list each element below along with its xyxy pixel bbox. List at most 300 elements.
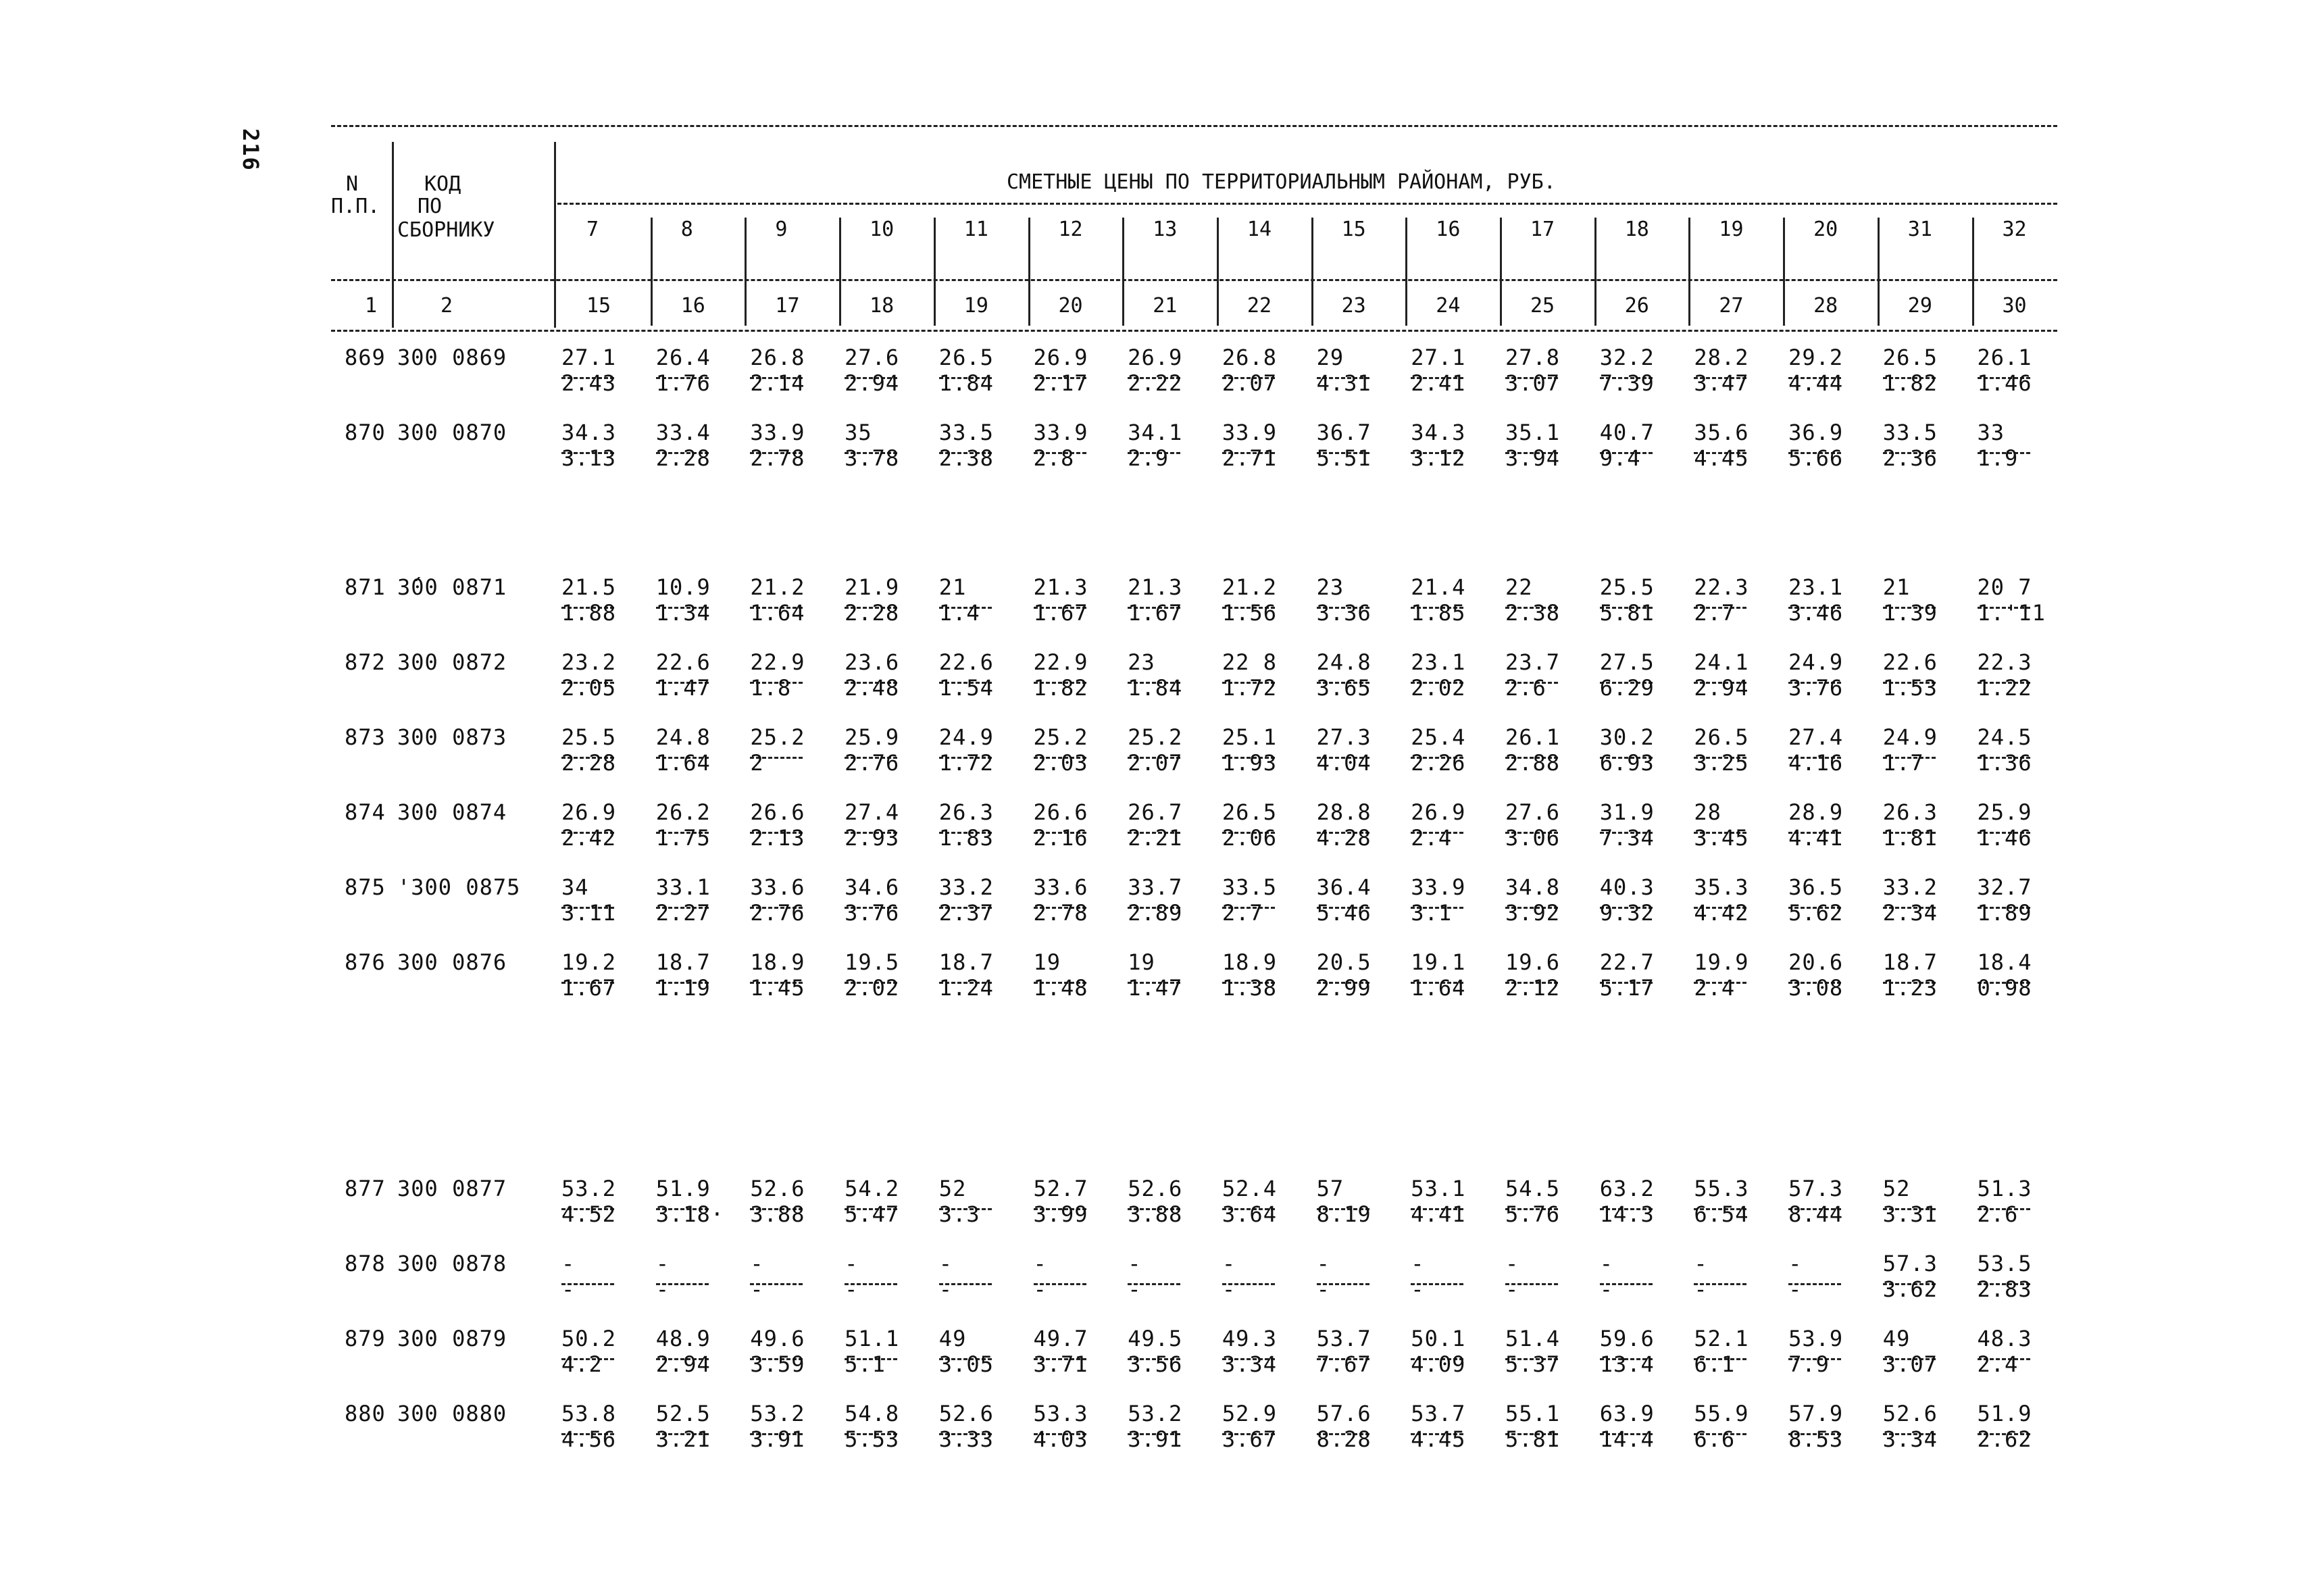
- price-cell: 21.5: [561, 574, 617, 600]
- header-index: 1: [365, 294, 378, 318]
- price-cell: 21: [938, 574, 967, 600]
- price-cell: 26.4: [655, 345, 711, 370]
- price-cell: 26.8: [1222, 345, 1277, 370]
- price-cell: 1.54: [938, 674, 994, 701]
- price-cell: 54.8: [845, 1401, 900, 1426]
- row-code: 300 0878: [397, 1251, 507, 1276]
- district-number: 17: [1530, 218, 1555, 241]
- price-cell: 18.7: [655, 949, 711, 975]
- price-cell: -: [1505, 1276, 1519, 1302]
- price-cell: 22.9: [750, 649, 805, 675]
- header-title-rule: [557, 203, 2057, 205]
- price-cell: 0.98: [1977, 974, 2032, 1001]
- price-cell: 8.19: [1316, 1201, 1372, 1227]
- district-number: 20: [1813, 218, 1838, 241]
- price-cell: 1.67: [561, 974, 617, 1001]
- price-cell: 1.76: [655, 370, 711, 396]
- column-index: 16: [680, 294, 705, 318]
- price-cell: 5.66: [1788, 445, 1844, 471]
- price-cell: 5.37: [1505, 1351, 1561, 1377]
- price-cell: 6.54: [1694, 1201, 1749, 1227]
- price-cell: 33.6: [1033, 874, 1088, 900]
- price-cell: 2.26: [1411, 749, 1466, 776]
- price-cell: 3.25: [1694, 749, 1749, 776]
- district-number: 13: [1153, 218, 1178, 241]
- row-number: 870: [345, 420, 386, 445]
- district-number: 14: [1247, 218, 1272, 241]
- price-cell: 2.13: [750, 824, 805, 851]
- column-divider: [934, 218, 936, 326]
- price-cell: 22.9: [1033, 649, 1088, 675]
- price-cell: 34.3: [561, 420, 617, 445]
- column-index: 26: [1624, 294, 1649, 318]
- price-cell: 52.4: [1222, 1176, 1277, 1201]
- price-cell: 1.93: [1222, 749, 1277, 776]
- row-code: 300 0876: [397, 949, 507, 975]
- price-cell: 57.3: [1882, 1251, 1938, 1276]
- price-cell: 27.8: [1505, 345, 1561, 370]
- price-cell: 22.6: [938, 649, 994, 675]
- price-cell: 2.05: [561, 674, 617, 701]
- price-cell: 26.1: [1505, 724, 1561, 750]
- price-cell: 1.64: [655, 749, 711, 776]
- price-cell: 27.3: [1316, 724, 1372, 750]
- price-cell: 2.16: [1033, 824, 1088, 851]
- price-cell: 19.9: [1694, 949, 1749, 975]
- price-cell: 4.16: [1788, 749, 1844, 776]
- price-cell: -: [1694, 1276, 1708, 1302]
- price-cell: 4.41: [1411, 1201, 1466, 1227]
- price-cell: 2.28: [561, 749, 617, 776]
- price-cell: 22.6: [1882, 649, 1938, 675]
- price-cell: 27.1: [561, 345, 617, 370]
- price-cell: 18.4: [1977, 949, 2032, 975]
- price-cell: 53.3: [1033, 1401, 1088, 1426]
- price-cell: 19.6: [1505, 949, 1561, 975]
- column-divider: [839, 218, 841, 326]
- price-cell: 36.9: [1788, 420, 1844, 445]
- price-cell: 1.'11: [1977, 599, 2046, 626]
- price-cell: -: [750, 1251, 764, 1276]
- price-cell: 22.3: [1694, 574, 1749, 600]
- price-cell: 30.2: [1599, 724, 1655, 750]
- district-number: 19: [1719, 218, 1744, 241]
- price-cell: 18.9: [750, 949, 805, 975]
- price-cell: 1.46: [1977, 824, 2032, 851]
- price-cell: 3.08: [1788, 974, 1844, 1001]
- row-code: 300 0869: [397, 345, 507, 370]
- price-cell: 2.38: [1505, 599, 1561, 626]
- price-cell: 13.4: [1599, 1351, 1655, 1377]
- price-cell: 5.53: [845, 1426, 900, 1452]
- price-cell: 52: [1882, 1176, 1911, 1201]
- price-cell: 40.3: [1599, 874, 1655, 900]
- price-cell: 20.5: [1316, 949, 1372, 975]
- price-cell: 27.4: [1788, 724, 1844, 750]
- price-cell: 18.9: [1222, 949, 1277, 975]
- price-cell: 8.53: [1788, 1426, 1844, 1452]
- price-cell: 4.2: [561, 1351, 603, 1377]
- price-cell: 21.4: [1411, 574, 1466, 600]
- column-index: 24: [1436, 294, 1461, 318]
- price-cell: 4.31: [1316, 370, 1372, 396]
- price-cell: 3.07: [1505, 370, 1561, 396]
- price-cell: -: [1316, 1251, 1330, 1276]
- price-cell: 52.1: [1694, 1326, 1749, 1351]
- price-cell: 5.46: [1316, 899, 1372, 926]
- price-cell: 26.7: [1128, 799, 1183, 825]
- price-cell: 4.42: [1694, 899, 1749, 926]
- price-cell: 3.06: [1505, 824, 1561, 851]
- price-cell: 21.9: [845, 574, 900, 600]
- price-cell: 1.46: [1977, 370, 2032, 396]
- row-code: 300 0870: [397, 420, 507, 445]
- price-cell: 26.5: [938, 345, 994, 370]
- district-number: 32: [2002, 218, 2027, 241]
- price-cell: 19.1: [1411, 949, 1466, 975]
- header-title: СМЕТНЫЕ ЦЕНЫ ПО ТЕРРИТОРИАЛЬНЫМ РАЙОНАМ, РУБ.: [1007, 170, 1556, 194]
- price-cell: 57.9: [1788, 1401, 1844, 1426]
- district-number: 12: [1058, 218, 1083, 241]
- row-code: 300 0877: [397, 1176, 507, 1201]
- price-cell: 1.89: [1977, 899, 2032, 926]
- row-number: 873: [345, 724, 386, 750]
- price-cell: -: [1788, 1251, 1803, 1276]
- price-cell: 1.83: [938, 824, 994, 851]
- price-cell: 2.28: [845, 599, 900, 626]
- price-cell: 33.4: [655, 420, 711, 445]
- price-cell: 23.1: [1788, 574, 1844, 600]
- price-cell: 3.45: [1694, 824, 1749, 851]
- price-cell: 33.2: [938, 874, 994, 900]
- district-number: 10: [870, 218, 895, 241]
- price-cell: 2.4: [1694, 974, 1736, 1001]
- price-cell: 53.2: [750, 1401, 805, 1426]
- price-cell: 3.12: [1411, 445, 1466, 471]
- price-cell: 1.8: [750, 674, 792, 701]
- price-cell: 20 7: [1977, 574, 2032, 600]
- price-cell: 36.7: [1316, 420, 1372, 445]
- price-cell: 3.31: [1882, 1201, 1938, 1227]
- price-cell: 19: [1033, 949, 1061, 975]
- header-code: СБОРНИКУ: [397, 218, 495, 242]
- price-cell: 2.89: [1128, 899, 1183, 926]
- row-number: 875: [345, 874, 386, 900]
- price-cell: -: [750, 1276, 764, 1302]
- price-cell: 1.81: [1882, 824, 1938, 851]
- price-cell: 2.34: [1882, 899, 1938, 926]
- price-cell: 3.88: [1128, 1201, 1183, 1227]
- column-divider: [1783, 218, 1785, 326]
- price-cell: 50.2: [561, 1326, 617, 1351]
- price-cell: 3.64: [1222, 1201, 1277, 1227]
- price-cell: 22.6: [655, 649, 711, 675]
- row-code: 3́00 0871: [397, 574, 507, 600]
- price-cell: 52.6: [1882, 1401, 1938, 1426]
- price-cell: 6.6: [1694, 1426, 1736, 1452]
- price-cell: 48.9: [655, 1326, 711, 1351]
- price-cell: 33.9: [1033, 420, 1088, 445]
- row-code: 300 0872: [397, 649, 507, 675]
- price-cell: 55.1: [1505, 1401, 1561, 1426]
- price-cell: 2.07: [1128, 749, 1183, 776]
- price-cell: 8.44: [1788, 1201, 1844, 1227]
- price-cell: 1.4: [938, 599, 980, 626]
- row-number: 872: [345, 649, 386, 675]
- price-cell: 26.9: [1033, 345, 1088, 370]
- price-cell: 57: [1316, 1176, 1344, 1201]
- column-index: 29: [1907, 294, 1932, 318]
- price-cell: 24.5: [1977, 724, 2032, 750]
- price-cell: 2.22: [1128, 370, 1183, 396]
- price-cell: 53.2: [1128, 1401, 1183, 1426]
- price-cell: 51.9: [1977, 1401, 2032, 1426]
- row-number: 869: [345, 345, 386, 370]
- price-cell: 2.43: [561, 370, 617, 396]
- price-cell: 2.76: [750, 899, 805, 926]
- price-cell: 3.92: [1505, 899, 1561, 926]
- column-index: 19: [963, 294, 988, 318]
- price-cell: -: [1599, 1276, 1613, 1302]
- price-cell: 54.5: [1505, 1176, 1561, 1201]
- price-cell: 2.88: [1505, 749, 1561, 776]
- row-number: 877: [345, 1176, 386, 1201]
- price-cell: 40.7: [1599, 420, 1655, 445]
- price-cell: -: [561, 1276, 576, 1302]
- price-cell: 53.9: [1788, 1326, 1844, 1351]
- price-cell: 2.02: [1411, 674, 1466, 701]
- price-cell: 2.9: [1128, 445, 1169, 471]
- header-code: ПО: [418, 195, 443, 218]
- price-cell: 3.67: [1222, 1426, 1277, 1452]
- price-cell: 3.76: [1788, 674, 1844, 701]
- price-cell: 49.5: [1128, 1326, 1183, 1351]
- column-divider: [1217, 218, 1219, 326]
- price-cell: 4.56: [561, 1426, 617, 1452]
- price-cell: 8.28: [1316, 1426, 1372, 1452]
- price-cell: 4.52: [561, 1201, 617, 1227]
- price-cell: 4.44: [1788, 370, 1844, 396]
- price-cell: 59.6: [1599, 1326, 1655, 1351]
- price-cell: 52.9: [1222, 1401, 1277, 1426]
- price-cell: 5.17: [1599, 974, 1655, 1001]
- price-cell: 24.8: [1316, 649, 1372, 675]
- price-cell: 2.7: [1694, 599, 1736, 626]
- price-cell: 3.59: [750, 1351, 805, 1377]
- price-cell: 2.03: [1033, 749, 1088, 776]
- price-cell: 23.7: [1505, 649, 1561, 675]
- row-code: 300 0873: [397, 724, 507, 750]
- price-cell: 32.7: [1977, 874, 2032, 900]
- price-cell: 3.33: [938, 1426, 994, 1452]
- price-cell: 2.6: [1505, 674, 1546, 701]
- price-cell: 33.1: [655, 874, 711, 900]
- price-cell: 52.6: [938, 1401, 994, 1426]
- price-cell: 7.9: [1788, 1351, 1830, 1377]
- district-number: 8: [680, 218, 693, 241]
- price-cell: 14.3: [1599, 1201, 1655, 1227]
- price-cell: 3.91: [1128, 1426, 1183, 1452]
- price-cell: 3.65: [1316, 674, 1372, 701]
- price-cell: 26.5: [1694, 724, 1749, 750]
- price-cell: 9.4: [1599, 445, 1641, 471]
- price-cell: 52: [938, 1176, 967, 1201]
- price-cell: 33.9: [1222, 420, 1277, 445]
- header-bottom-rule: [331, 330, 2057, 332]
- price-cell: 3.3: [938, 1201, 980, 1227]
- price-cell: 2.42: [561, 824, 617, 851]
- column-index: 18: [870, 294, 895, 318]
- price-cell: 28: [1694, 799, 1721, 825]
- price-cell: 35.1: [1505, 420, 1561, 445]
- price-cell: 1.82: [1033, 674, 1088, 701]
- price-cell: 2.99: [1316, 974, 1372, 1001]
- header-n-sub: П.П.: [331, 195, 380, 218]
- price-cell: 26.2: [655, 799, 711, 825]
- price-cell: -: [1599, 1251, 1613, 1276]
- price-cell: 2.28: [655, 445, 711, 471]
- price-cell: 57.3: [1788, 1176, 1844, 1201]
- price-cell: 5.81: [1599, 599, 1655, 626]
- price-cell: 1.72: [1222, 674, 1277, 701]
- price-cell: 3.05: [938, 1351, 994, 1377]
- price-cell: 2.6: [1977, 1201, 2019, 1227]
- price-cell: 4.03: [1033, 1426, 1088, 1452]
- price-cell: 2.48: [845, 674, 900, 701]
- price-cell: 1.9: [1977, 445, 2019, 471]
- price-cell: 1.47: [655, 674, 711, 701]
- column-index: 22: [1247, 294, 1272, 318]
- price-cell: 1.75: [655, 824, 711, 851]
- price-cell: -: [845, 1276, 859, 1302]
- price-cell: 19.5: [845, 949, 900, 975]
- district-number: 11: [963, 218, 988, 241]
- price-cell: 34.6: [845, 874, 900, 900]
- price-cell: 24.9: [938, 724, 994, 750]
- price-cell: 53.7: [1316, 1326, 1372, 1351]
- price-cell: 26.6: [1033, 799, 1088, 825]
- price-cell: 2.37: [938, 899, 994, 926]
- price-cell: 1.7: [1882, 749, 1924, 776]
- price-cell: 4.09: [1411, 1351, 1466, 1377]
- price-cell: 3.1: [1411, 899, 1453, 926]
- price-cell: 34.1: [1128, 420, 1183, 445]
- price-cell: 3.36: [1316, 599, 1372, 626]
- price-cell: 23.1: [1411, 649, 1466, 675]
- price-cell: 25.5: [561, 724, 617, 750]
- price-cell: 5.76: [1505, 1201, 1561, 1227]
- price-cell: 27.1: [1411, 345, 1466, 370]
- price-cell: 63.9: [1599, 1401, 1655, 1426]
- price-cell: 1.22: [1977, 674, 2032, 701]
- price-cell: 26.3: [938, 799, 994, 825]
- column-index: 15: [586, 294, 611, 318]
- price-cell: 35.3: [1694, 874, 1749, 900]
- price-cell: 2.41: [1411, 370, 1466, 396]
- price-cell: 5.51: [1316, 445, 1372, 471]
- price-cell: 52.5: [655, 1401, 711, 1426]
- column-divider: [1311, 218, 1313, 326]
- price-cell: 2.62: [1977, 1426, 2032, 1452]
- price-cell: 26.9: [561, 799, 617, 825]
- district-number: 16: [1436, 218, 1461, 241]
- price-cell: 36.5: [1788, 874, 1844, 900]
- column-index: 23: [1341, 294, 1366, 318]
- price-cell: 3.71: [1033, 1351, 1088, 1377]
- price-cell: 2.38: [938, 445, 994, 471]
- district-number: 9: [775, 218, 788, 241]
- price-cell: 19.2: [561, 949, 617, 975]
- price-cell: 22: [1505, 574, 1533, 600]
- price-cell: 25.1: [1222, 724, 1277, 750]
- column-divider: [651, 218, 653, 326]
- price-cell: 3.21: [655, 1426, 711, 1452]
- page-number: 216: [238, 128, 263, 172]
- price-cell: 1.39: [1882, 599, 1938, 626]
- column-divider: [1405, 218, 1407, 326]
- price-cell: 2: [750, 749, 764, 776]
- price-cell: 27.5: [1599, 649, 1655, 675]
- price-cell: 35: [845, 420, 872, 445]
- price-cell: 10.9: [655, 574, 711, 600]
- price-cell: 2.4: [1977, 1351, 2019, 1377]
- price-cell: 48.3: [1977, 1326, 2032, 1351]
- header-n: N: [346, 172, 359, 196]
- price-cell: 3.88: [750, 1201, 805, 1227]
- district-number: 15: [1341, 218, 1366, 241]
- price-cell: 53.7: [1411, 1401, 1466, 1426]
- price-cell: 51.4: [1505, 1326, 1561, 1351]
- price-cell: 1.67: [1033, 599, 1088, 626]
- price-cell: 1.36: [1977, 749, 2032, 776]
- price-cell: -: [1033, 1276, 1047, 1302]
- price-cell: 51.9: [655, 1176, 711, 1201]
- price-cell: 26.9: [1128, 345, 1183, 370]
- price-cell: 2.76: [845, 749, 900, 776]
- price-cell: -: [561, 1251, 576, 1276]
- price-cell: 49: [938, 1326, 967, 1351]
- price-cell: 53.5: [1977, 1251, 2032, 1276]
- price-cell: 14.4: [1599, 1426, 1655, 1452]
- price-cell: -: [1505, 1251, 1519, 1276]
- price-cell: 4.45: [1694, 445, 1749, 471]
- price-cell: -: [1033, 1251, 1047, 1276]
- price-cell: 49.6: [750, 1326, 805, 1351]
- price-cell: 55.3: [1694, 1176, 1749, 1201]
- row-number: 871: [345, 574, 386, 600]
- price-cell: 32.2: [1599, 345, 1655, 370]
- price-cell: 2.71: [1222, 445, 1277, 471]
- price-cell: 5.81: [1505, 1426, 1561, 1452]
- price-cell: 26.5: [1222, 799, 1277, 825]
- price-cell: 2.21: [1128, 824, 1183, 851]
- price-cell: -: [1411, 1251, 1425, 1276]
- price-cell: 2.12: [1505, 974, 1561, 1001]
- price-cell: 2.06: [1222, 824, 1277, 851]
- price-cell: 51.3: [1977, 1176, 2032, 1201]
- price-cell: 4.28: [1316, 824, 1372, 851]
- price-cell: 29: [1316, 345, 1344, 370]
- price-cell: 3.76: [845, 899, 900, 926]
- price-cell: 26.5: [1882, 345, 1938, 370]
- price-cell: 57.6: [1316, 1401, 1372, 1426]
- price-cell: 21: [1882, 574, 1911, 600]
- price-cell: 1.85: [1411, 599, 1466, 626]
- column-divider: [745, 218, 747, 326]
- price-cell: 18.7: [1882, 949, 1938, 975]
- price-cell: 24.1: [1694, 649, 1749, 675]
- price-cell: 3.91: [750, 1426, 805, 1452]
